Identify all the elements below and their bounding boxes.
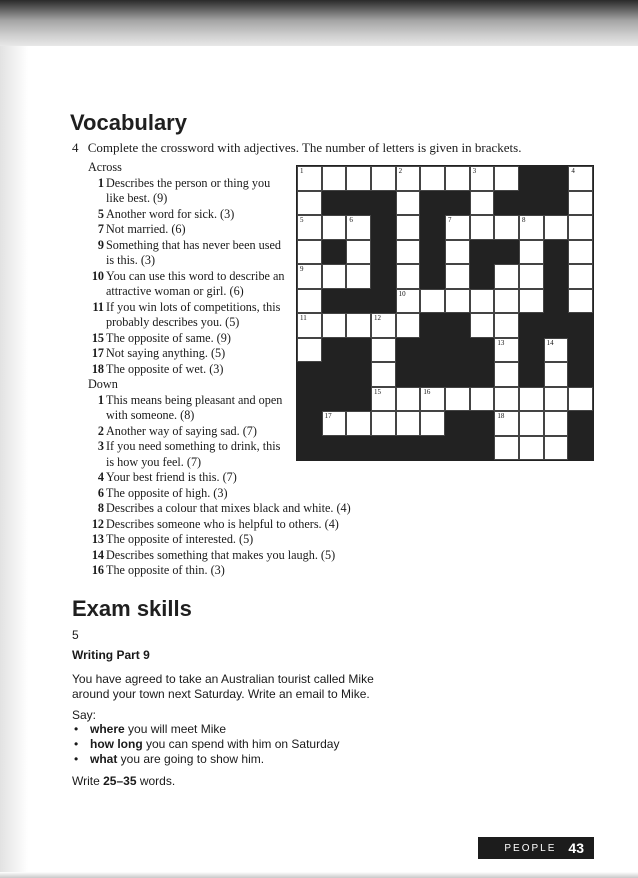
cell-number: 3 [472, 167, 477, 175]
bullet-item [72, 752, 339, 767]
crossword-block [322, 240, 347, 265]
crossword-cell[interactable] [494, 436, 519, 461]
crossword-block [297, 362, 322, 387]
crossword-block [420, 313, 445, 338]
crossword-cell[interactable] [297, 215, 322, 240]
clue-number: 14 [91, 547, 104, 562]
clue-text: Describes someone who is helpful to others. (4) [106, 516, 339, 531]
crossword-cell[interactable] [494, 289, 519, 314]
crossword-block [396, 362, 421, 387]
crossword-block [346, 191, 371, 216]
clue-number: 1 [97, 392, 104, 407]
clue-number: 8 [97, 501, 104, 515]
crossword-block [544, 289, 569, 314]
crossword-block [396, 338, 421, 363]
crossword-cell[interactable] [568, 289, 593, 314]
clue-text: The opposite of high. (3) [106, 485, 228, 500]
crossword-cell[interactable] [371, 166, 396, 191]
crossword-block [445, 191, 470, 216]
crossword-block [420, 191, 445, 216]
crossword-cell[interactable] [470, 191, 495, 216]
clue-number: 6 [97, 485, 104, 500]
crossword-cell[interactable] [297, 166, 322, 191]
write-suffix: words. [136, 774, 176, 788]
clue-text: If you need something to drink, this is how you feel. (7) [106, 439, 281, 469]
cell-number: 1 [300, 167, 304, 175]
write-prefix: Write [72, 774, 104, 788]
across-heading: Across [88, 160, 122, 174]
across-clues [88, 176, 288, 378]
clue-number: 11 [92, 299, 104, 314]
cell-number: 8 [521, 216, 526, 224]
crossword-block [544, 313, 569, 338]
crossword-cell[interactable] [568, 240, 593, 265]
down-clue [88, 501, 396, 517]
cell-number: 10 [398, 289, 406, 298]
clue-number: 5 [97, 206, 104, 221]
crossword-block [445, 362, 470, 387]
instruction-text: Complete the crossword with adjectives. The number of letters is given in brackets. [87, 140, 522, 155]
down-clue [88, 470, 288, 486]
crossword-block [568, 436, 593, 461]
cell-number: 14 [546, 338, 554, 347]
crossword-cell[interactable] [420, 289, 445, 314]
bullet-keyword: where [90, 722, 125, 736]
crossword-block [371, 215, 396, 240]
down-clue [88, 517, 396, 533]
crossword-block [322, 362, 347, 387]
crossword-cell[interactable] [297, 191, 322, 216]
cell-number: 4 [571, 167, 575, 175]
crossword-cell[interactable] [346, 313, 371, 338]
crossword-cell[interactable] [371, 338, 396, 363]
crossword-block [322, 387, 347, 412]
clue-text: Describes the person or thing you like best. (9) [106, 175, 271, 205]
section-label: PEOPLE [504, 842, 557, 854]
clue-text: Describes a colour that mixes black and white. (4) [106, 501, 351, 515]
clue-text: Another word for sick. (3) [106, 206, 235, 221]
crossword-cell[interactable] [470, 215, 495, 240]
down-clue [88, 486, 288, 502]
crossword-block [371, 436, 396, 461]
crossword-cell[interactable] [494, 166, 519, 191]
scan-shadow-left [0, 46, 28, 878]
bullet-keyword: what [90, 752, 118, 766]
crossword-cell[interactable] [371, 313, 396, 338]
crossword-cell[interactable] [519, 240, 544, 265]
cell-number: 18 [497, 412, 505, 420]
crossword-cell[interactable] [322, 411, 347, 436]
crossword-block [346, 436, 371, 461]
crossword-block [470, 436, 495, 461]
crossword-cell[interactable] [420, 387, 445, 412]
crossword-cell[interactable] [396, 264, 421, 289]
writing-prompt: You have agreed to take an Australian tourist called Mike around your town next Saturday. Write an email to Mike. [72, 672, 374, 701]
down-clue [88, 563, 396, 579]
crossword-cell[interactable] [470, 387, 495, 412]
say-label: Say: [72, 708, 97, 722]
crossword-cell[interactable] [470, 289, 495, 314]
crossword-cell[interactable] [322, 264, 347, 289]
exam-skills-heading: Exam skills [72, 596, 192, 621]
clue-number: 9 [97, 237, 104, 252]
crossword-cell[interactable] [519, 289, 544, 314]
writing-bullets [72, 722, 339, 767]
crossword-cell[interactable] [297, 289, 322, 314]
clue-text: The opposite of interested. (5) [106, 532, 254, 546]
across-clue [88, 346, 288, 362]
clue-number: 16 [91, 563, 104, 577]
crossword-block [322, 289, 347, 314]
crossword-cell[interactable] [346, 166, 371, 191]
clue-text: Something that has never been used is this. (3) [106, 237, 281, 267]
crossword-cell[interactable] [519, 215, 544, 240]
across-clue [88, 300, 288, 331]
crossword-cell[interactable] [396, 166, 421, 191]
crossword-block [568, 411, 593, 436]
clue-text: Not married. (6) [106, 222, 186, 236]
crossword-cell[interactable] [544, 411, 569, 436]
crossword-block [470, 264, 495, 289]
crossword-grid [296, 165, 594, 461]
clue-text: The opposite of thin. (3) [106, 563, 225, 577]
clue-text: Not saying anything. (5) [106, 346, 226, 360]
cell-number: 15 [373, 387, 381, 396]
crossword-block [568, 313, 593, 338]
crossword-block [470, 411, 495, 436]
clue-number: 2 [97, 423, 104, 438]
cell-number: 16 [423, 387, 431, 396]
cell-number: 7 [447, 216, 452, 224]
clue-text: If you win lots of competitions, this probably describes you. (5) [106, 299, 281, 329]
clue-number: 7 [97, 222, 104, 236]
clue-number: 12 [91, 516, 104, 531]
crossword-cell[interactable] [346, 240, 371, 265]
cell-number: 2 [398, 167, 403, 175]
crossword-cell[interactable] [568, 191, 593, 216]
crossword-block [519, 362, 544, 387]
crossword-cell[interactable] [568, 166, 593, 191]
crossword-block [346, 362, 371, 387]
crossword-block [470, 338, 495, 363]
down-clue [88, 424, 288, 440]
crossword-cell[interactable] [297, 240, 322, 265]
crossword-block [445, 436, 470, 461]
crossword-cell[interactable] [445, 289, 470, 314]
crossword-block [346, 387, 371, 412]
page-footer [478, 837, 594, 859]
crossword-block [519, 166, 544, 191]
crossword-cell[interactable] [297, 264, 322, 289]
exercise-4-instruction [72, 140, 521, 156]
crossword-block [544, 166, 569, 191]
clue-number: 18 [91, 361, 104, 376]
crossword-cell[interactable] [568, 215, 593, 240]
cell-number: 13 [497, 338, 505, 347]
across-clue [88, 269, 288, 300]
crossword-cell[interactable] [445, 215, 470, 240]
crossword-cell[interactable] [494, 215, 519, 240]
crossword-cell[interactable] [396, 289, 421, 314]
crossword-cell[interactable] [494, 362, 519, 387]
crossword-block [346, 338, 371, 363]
crossword-block [297, 436, 322, 461]
bullet-text: you will meet Mike [124, 722, 227, 736]
crossword-cell[interactable] [322, 215, 347, 240]
crossword-block [371, 191, 396, 216]
crossword-block [519, 313, 544, 338]
clue-text: The opposite of wet. (3) [106, 361, 224, 376]
crossword-block [445, 338, 470, 363]
cell-number: 5 [300, 216, 304, 224]
crossword-block [568, 338, 593, 363]
page-number: 43 [568, 840, 584, 856]
crossword-block [297, 387, 322, 412]
crossword-cell[interactable] [519, 387, 544, 412]
cell-number: 12 [373, 314, 381, 322]
crossword-cell[interactable] [322, 166, 347, 191]
crossword-block [322, 436, 347, 461]
scan-shadow-bottom [0, 872, 638, 878]
crossword-cell[interactable] [396, 387, 421, 412]
clues-list [88, 160, 351, 579]
crossword-block [470, 240, 495, 265]
crossword-cell[interactable] [396, 240, 421, 265]
crossword-block [445, 411, 470, 436]
clue-number: 15 [91, 330, 104, 345]
across-clue [88, 222, 288, 238]
bullet-item [72, 737, 339, 752]
crossword-block [420, 215, 445, 240]
clue-number: 3 [97, 439, 104, 453]
clue-text: You can use this word to describe an attractive woman or girl. (6) [106, 268, 285, 298]
crossword-cell[interactable] [544, 387, 569, 412]
across-clue [88, 238, 288, 269]
word-range: 25–35 [103, 774, 137, 788]
crossword-block [544, 264, 569, 289]
crossword-cell[interactable] [396, 215, 421, 240]
word-count-instruction [72, 774, 175, 788]
crossword-cell[interactable] [519, 436, 544, 461]
down-clue [88, 439, 288, 470]
crossword-block [494, 240, 519, 265]
clue-number: 10 [91, 268, 104, 283]
crossword-cell[interactable] [322, 313, 347, 338]
crossword-cell[interactable] [519, 411, 544, 436]
vocabulary-heading: Vocabulary [70, 110, 187, 135]
crossword-cell[interactable] [445, 387, 470, 412]
crossword-block [494, 191, 519, 216]
crossword-cell[interactable] [494, 411, 519, 436]
crossword-block [346, 289, 371, 314]
crossword-block [371, 240, 396, 265]
crossword-block [519, 191, 544, 216]
crossword-cell[interactable] [445, 166, 470, 191]
cell-number: 17 [324, 412, 332, 420]
crossword-cell[interactable] [445, 240, 470, 265]
crossword-block [396, 436, 421, 461]
exercise-number: 4 [72, 140, 79, 155]
bullet-text: you can spend with him on Saturday [142, 737, 340, 751]
across-clue [88, 176, 288, 207]
clue-number: 13 [91, 532, 104, 546]
down-clue [88, 393, 288, 424]
crossword-cell[interactable] [494, 387, 519, 412]
crossword-cell[interactable] [568, 264, 593, 289]
crossword-cell[interactable] [371, 362, 396, 387]
crossword-cell[interactable] [371, 411, 396, 436]
crossword-cell[interactable] [420, 166, 445, 191]
crossword-cell[interactable] [519, 264, 544, 289]
bullet-text: you are going to show him. [117, 752, 265, 766]
crossword-cell[interactable] [470, 313, 495, 338]
clue-text: Describes something that makes you laugh. (5) [106, 547, 336, 562]
crossword-block [420, 362, 445, 387]
crossword-cell[interactable] [297, 313, 322, 338]
writing-part-heading: Writing Part 9 [72, 648, 150, 662]
clue-text: Another way of saying sad. (7) [106, 423, 257, 438]
crossword-cell[interactable] [544, 362, 569, 387]
crossword-block [322, 191, 347, 216]
crossword-cell[interactable] [346, 215, 371, 240]
crossword-cell[interactable] [568, 387, 593, 412]
across-clue [88, 207, 288, 223]
bullet-item [72, 722, 339, 737]
crossword-block [544, 240, 569, 265]
crossword-cell[interactable] [544, 436, 569, 461]
crossword-block [519, 338, 544, 363]
clue-text: Your best friend is this. (7) [106, 470, 237, 484]
crossword-block [322, 338, 347, 363]
crossword-block [445, 313, 470, 338]
crossword-cell[interactable] [470, 166, 495, 191]
down-clue [88, 548, 396, 564]
clue-number: 1 [97, 175, 104, 190]
across-clue [88, 331, 288, 347]
across-clue [88, 362, 288, 378]
crossword-cell[interactable] [346, 264, 371, 289]
cell-number: 6 [349, 216, 353, 224]
crossword-cell[interactable] [494, 338, 519, 363]
scan-shadow-top [0, 0, 638, 46]
crossword-cell[interactable] [346, 411, 371, 436]
crossword-cell[interactable] [396, 313, 421, 338]
clue-text: This means being pleasant and open with someone. (8) [106, 392, 283, 422]
crossword-block [420, 436, 445, 461]
crossword-block [371, 289, 396, 314]
crossword-cell[interactable] [297, 338, 322, 363]
crossword-block [544, 191, 569, 216]
clue-number: 17 [91, 346, 104, 360]
crossword-cell[interactable] [396, 411, 421, 436]
down-heading: Down [88, 377, 118, 391]
crossword-cell[interactable] [494, 264, 519, 289]
crossword-block [371, 264, 396, 289]
crossword-cell[interactable] [544, 215, 569, 240]
crossword-cell[interactable] [445, 264, 470, 289]
clue-number: 4 [97, 470, 104, 484]
bullet-keyword: how long [90, 737, 143, 751]
crossword-block [297, 411, 322, 436]
crossword-block [568, 362, 593, 387]
cell-number: 9 [300, 265, 304, 273]
crossword-block [420, 240, 445, 265]
crossword-cell[interactable] [420, 411, 445, 436]
exercise-5-number: 5 [72, 628, 79, 642]
crossword-block [470, 362, 495, 387]
crossword-cell[interactable] [396, 191, 421, 216]
cell-number: 11 [300, 314, 307, 322]
crossword-block [420, 264, 445, 289]
down-clue [88, 532, 396, 548]
crossword-cell[interactable] [371, 387, 396, 412]
crossword-cell[interactable] [544, 338, 569, 363]
crossword-cell[interactable] [494, 313, 519, 338]
clue-text: The opposite of same. (9) [106, 330, 231, 345]
crossword-block [420, 338, 445, 363]
